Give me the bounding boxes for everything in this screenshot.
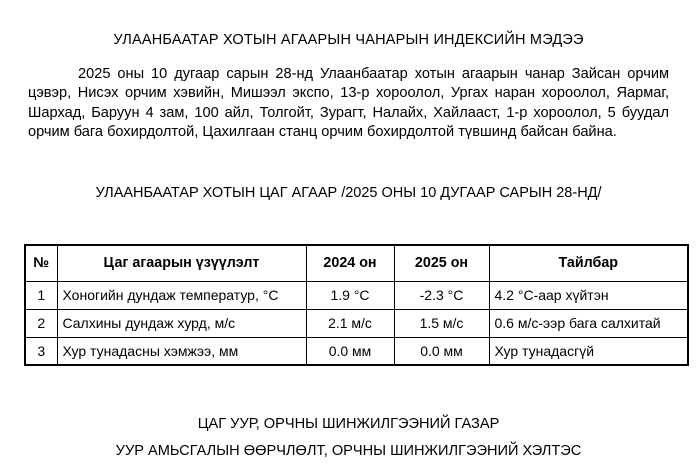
table-cell: Салхины дундаж хурд, м/с — [57, 309, 306, 337]
table-cell: 0.0 мм — [394, 337, 489, 365]
table-cell: 0.6 м/с-ээр бага салхитай — [489, 309, 688, 337]
table-cell: 1.9 °C — [306, 281, 394, 309]
footer-department-line: УУР АМЬСГАЛЫН ӨӨРЧЛӨЛТ, ОРЧНЫ ШИНЖИЛГЭЭНИЙ ХЭЛТЭС — [115, 443, 582, 459]
table-cell: 0.0 мм — [306, 337, 394, 365]
document-footer — [0, 411, 697, 465]
table-row — [25, 281, 688, 309]
footer-agency-line: ЦАГ УУР, ОРЧНЫ ШИНЖИЛГЭЭНИЙ ГАЗАР — [197, 416, 500, 432]
table-row — [25, 337, 688, 365]
table-row — [25, 309, 688, 337]
table-header-row — [25, 245, 688, 281]
table-cell: -2.3 °C — [394, 281, 489, 309]
table-header-cell: 2024 он — [306, 245, 394, 281]
table-header-cell: Цаг агаарын үзүүлэлт — [57, 245, 306, 281]
table-cell: 4.2 °C-аар хүйтэн — [489, 281, 688, 309]
table-cell: 2.1 м/с — [306, 309, 394, 337]
table-cell: Хур тунадасны хэмжээ, мм — [57, 337, 306, 365]
table-header-cell: 2025 он — [394, 245, 489, 281]
table-cell: 3 — [25, 337, 57, 365]
table-cell: 2 — [25, 309, 57, 337]
table-cell: Хур тунадасгүй — [489, 337, 688, 365]
document-title: УЛААНБААТАР ХОТЫН АГААРЫН ЧАНАРЫН ИНДЕКСИЙН МЭДЭЭ — [113, 32, 584, 48]
weather-comparison-table — [24, 244, 689, 366]
summary-paragraph: 2025 оны 10 дугаар сарын 28-нд Улаанбаатар хотын агаарын чанар Зайсан орчим цэвэр, Нисэх орчим хэвийн, Мишээл экспо, 13-р хороолол, Ургах наран хороолол, Яармаг, Шархад, Баруун 4 зам, 100 айл, Толгойт, Зурагт, Налайх, Хайлааст, 1-р хороолол, 5 буудал орчим бага бохирдолтой, Цахилгаан станц орчим бохирдолтой түвшинд байсан байна. — [28, 66, 669, 140]
table-header-cell: № — [25, 245, 57, 281]
table-cell: 1.5 м/с — [394, 309, 489, 337]
weather-table-title: УЛААНБААТАР ХОТЫН ЦАГ АГААР /2025 ОНЫ 10 ДУГААР САРЫН 28-НД/ — [95, 185, 602, 202]
table-cell: 1 — [25, 281, 57, 309]
table-header-cell: Тайлбар — [489, 245, 688, 281]
table-cell: Хоногийн дундаж температур, °C — [57, 281, 306, 309]
